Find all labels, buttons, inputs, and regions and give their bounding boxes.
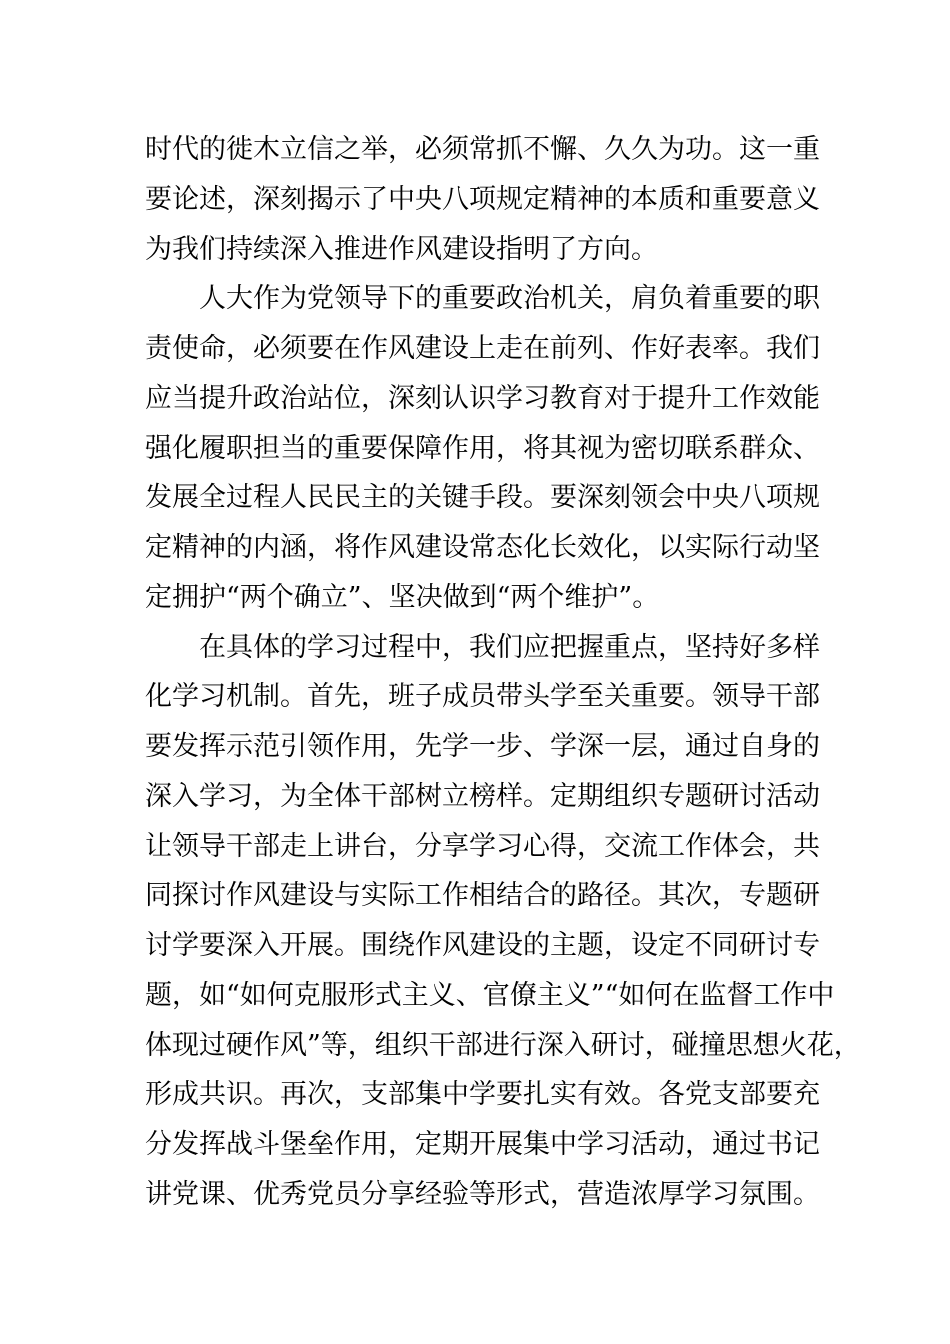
text-line: 形成共识。再次，支部集中学要扎实有效。各党支部要充 [145,1079,820,1111]
text-line: 题，如“如何克服形式主义、官僚主义”“如何在监督工作中 [145,979,835,1011]
text-line: 要发挥示范引领作用，先学一步、学深一层，通过自身的 [145,731,820,762]
text-line: 发展全过程人民民主的关键手段。要深刻领会中央八项规 [145,482,820,514]
text-line: 定精神的内涵，将作风建设常态化长效化，以实际行动坚 [145,532,820,563]
text-line: 讨学要深入开展。围绕作风建设的主题，设定不同研讨专 [145,930,820,961]
text-line: 深入学习，为全体干部树立榜样。定期组织专题研讨活动 [145,780,820,812]
text-line: 责使命，必须要在作风建设上走在前列、作好表率。我们 [145,333,820,364]
text-line: 时代的徙木立信之举，必须常抓不懈、久久为功。这一重 [145,134,820,165]
text-line: 定拥护“两个确立”、坚决做到“两个维护”。 [145,581,660,613]
text-line: 让领导干部走上讲台，分享学习心得，交流工作体会，共 [145,830,820,862]
document-body [145,125,861,1220]
paragraph-first-line: 在具体的学习过程中，我们应把握重点，坚持好多样 [199,631,820,663]
text-line: 同探讨作风建设与实际工作相结合的路径。其次，专题研 [145,880,820,912]
text-line: 讲党课、优秀党员分享经验等形式，营造浓厚学习氛围。 [145,1178,820,1210]
text-line: 要论述，深刻揭示了中央八项规定精神的本质和重要意义 [145,183,820,215]
text-line: 应当提升政治站位，深刻认识学习教育对于提升工作效能 [145,382,820,414]
text-line: 为我们持续深入推进作风建设指明了方向。 [145,233,658,265]
text-line: 化学习机制。首先，班子成员带头学至关重要。领导干部 [145,681,820,713]
text-line: 体现过硬作风”等，组织干部进行深入研讨，碰撞思想火花， [145,1029,861,1061]
text-line: 强化履职担当的重要保障作用，将其视为密切联系群众、 [145,432,820,464]
text-line: 分发挥战斗堡垒作用，定期开展集中学习活动，通过书记 [145,1129,820,1160]
paragraph-first-line: 人大作为党领导下的重要政治机关，肩负着重要的职 [199,283,820,315]
